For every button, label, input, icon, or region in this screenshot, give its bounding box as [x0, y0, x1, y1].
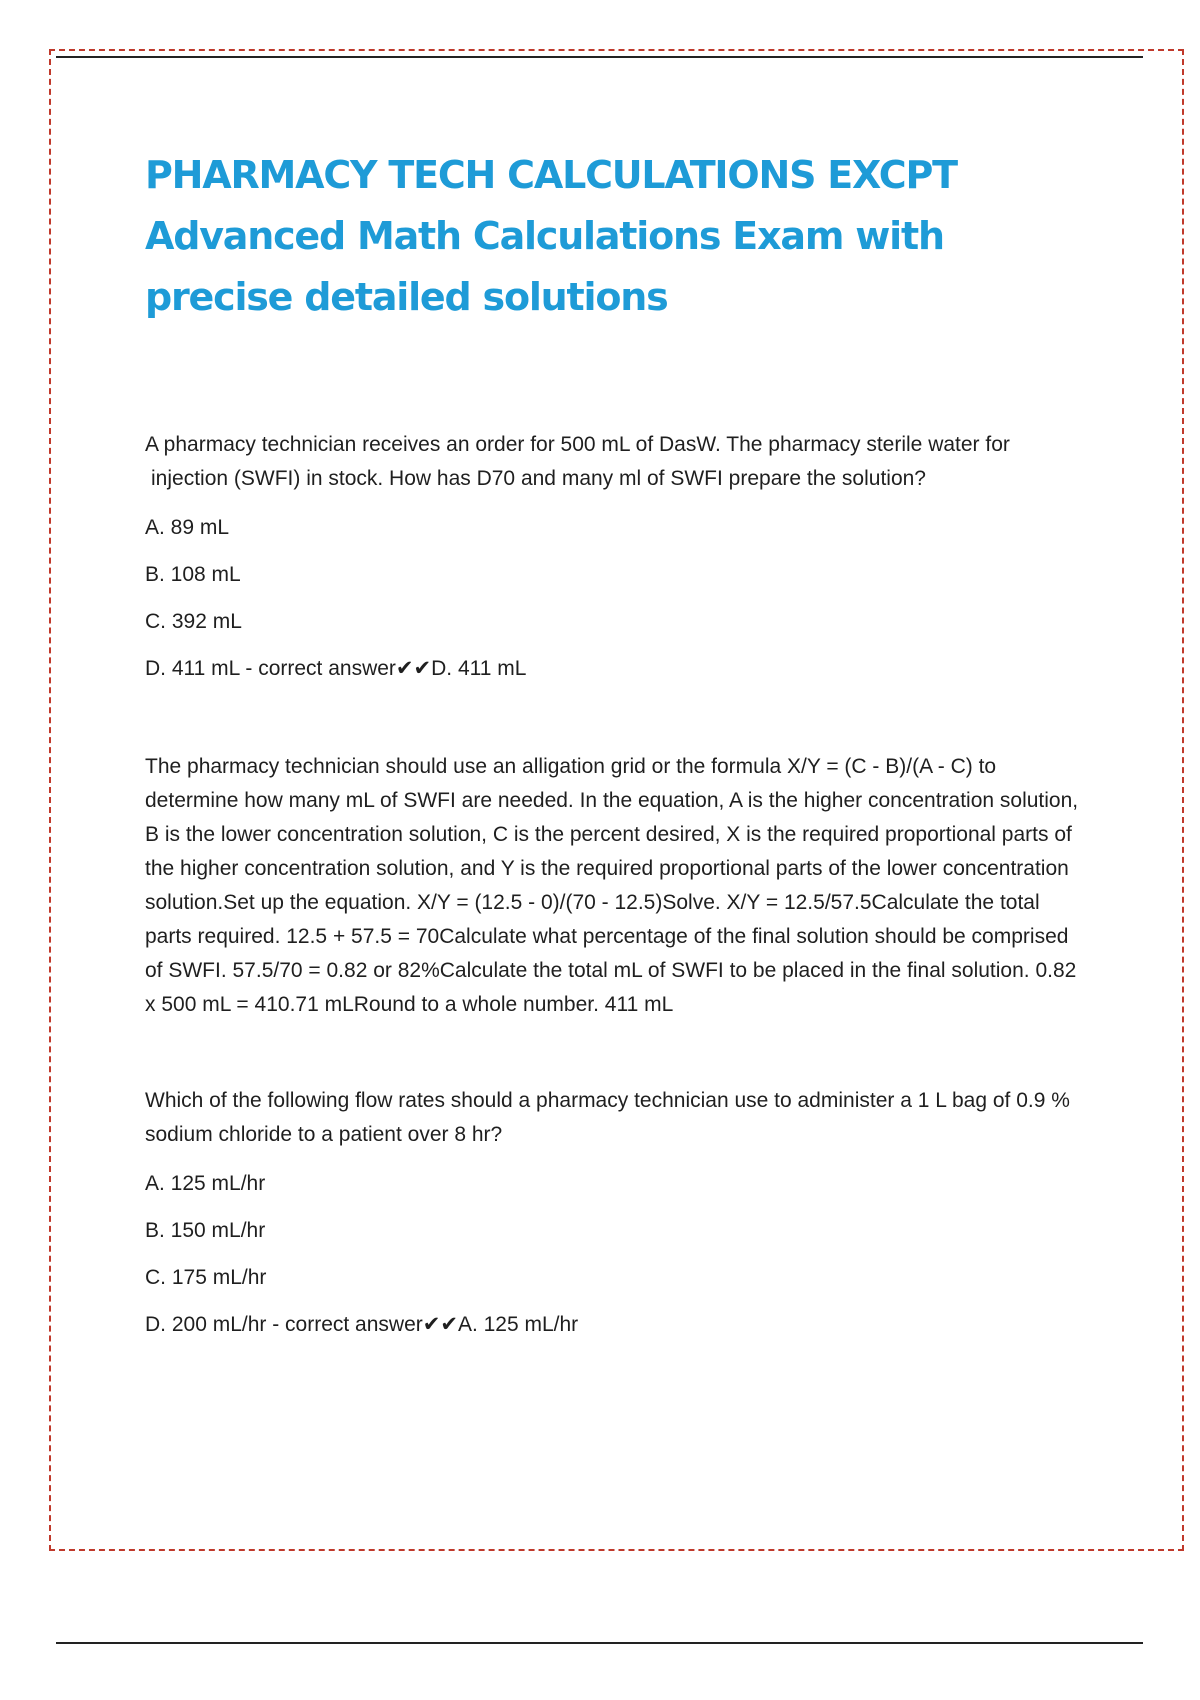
answer-option-c: C. 392 mL: [145, 610, 242, 633]
question-text: [145, 428, 1090, 496]
question-block-1: [145, 428, 1090, 1022]
document-body: [145, 145, 1090, 1340]
question-text: Which of the following flow rates should a pharmacy technician use to administer a 1 L bag of 0.9 % sodium chloride to a patient over 8 hr?: [145, 1089, 1070, 1146]
answer-option-d: D. 411 mL - correct answer✔✔D. 411 mL: [145, 657, 527, 680]
answer-explanation: The pharmacy technician should use an alligation grid or the formula X/Y = (C - B)/(A - C) to determine how many mL of SWFI are needed. In the equation, A is the higher concentration solution, B is the lower concentration solution, C is the percent desired, X is the required proportional parts of the higher concentration solution, and Y is the required proportional parts of the lower concentration solution.Set up the equation. X/Y = (12.5 - 0)/(70 - 12.5)Solve. X/Y = 12.5/57.5Calculate the total parts required. 12.5 + 57.5 = 70Calculate what percentage of the final solution should be comprised of SWFI. 57.5/70 = 0.82 or 82%Calculate the total mL of SWFI to be placed in the final solution. 0.82 x 500 mL = 410.71 mLRound to a whole number. 411 mL: [145, 755, 1079, 1016]
question-text-line-2: injection (SWFI) in stock. How has D70 and many ml of SWFI prepare the solution?: [151, 467, 926, 490]
question-block-2: [145, 1084, 1090, 1340]
question-text-line-1: A pharmacy technician receives an order for 500 mL of DasW. The pharmacy sterile water for: [145, 433, 1010, 456]
answer-option-d: D. 200 mL/hr - correct answer✔✔A. 125 mL/hr: [145, 1313, 579, 1336]
answer-option-a: A. 89 mL: [145, 516, 230, 539]
answer-option-b: B. 108 mL: [145, 563, 241, 586]
answer-option-a: A. 125 mL/hr: [145, 1172, 266, 1195]
document-title: PHARMACY TECH CALCULATIONS EXCPT Advanced Math Calculations Exam with precise detailed solutions: [145, 153, 957, 319]
header-rule: [56, 56, 1143, 58]
footer-rule: [56, 1642, 1143, 1644]
answer-option-c: C. 175 mL/hr: [145, 1266, 267, 1289]
answer-option-b: B. 150 mL/hr: [145, 1219, 266, 1242]
